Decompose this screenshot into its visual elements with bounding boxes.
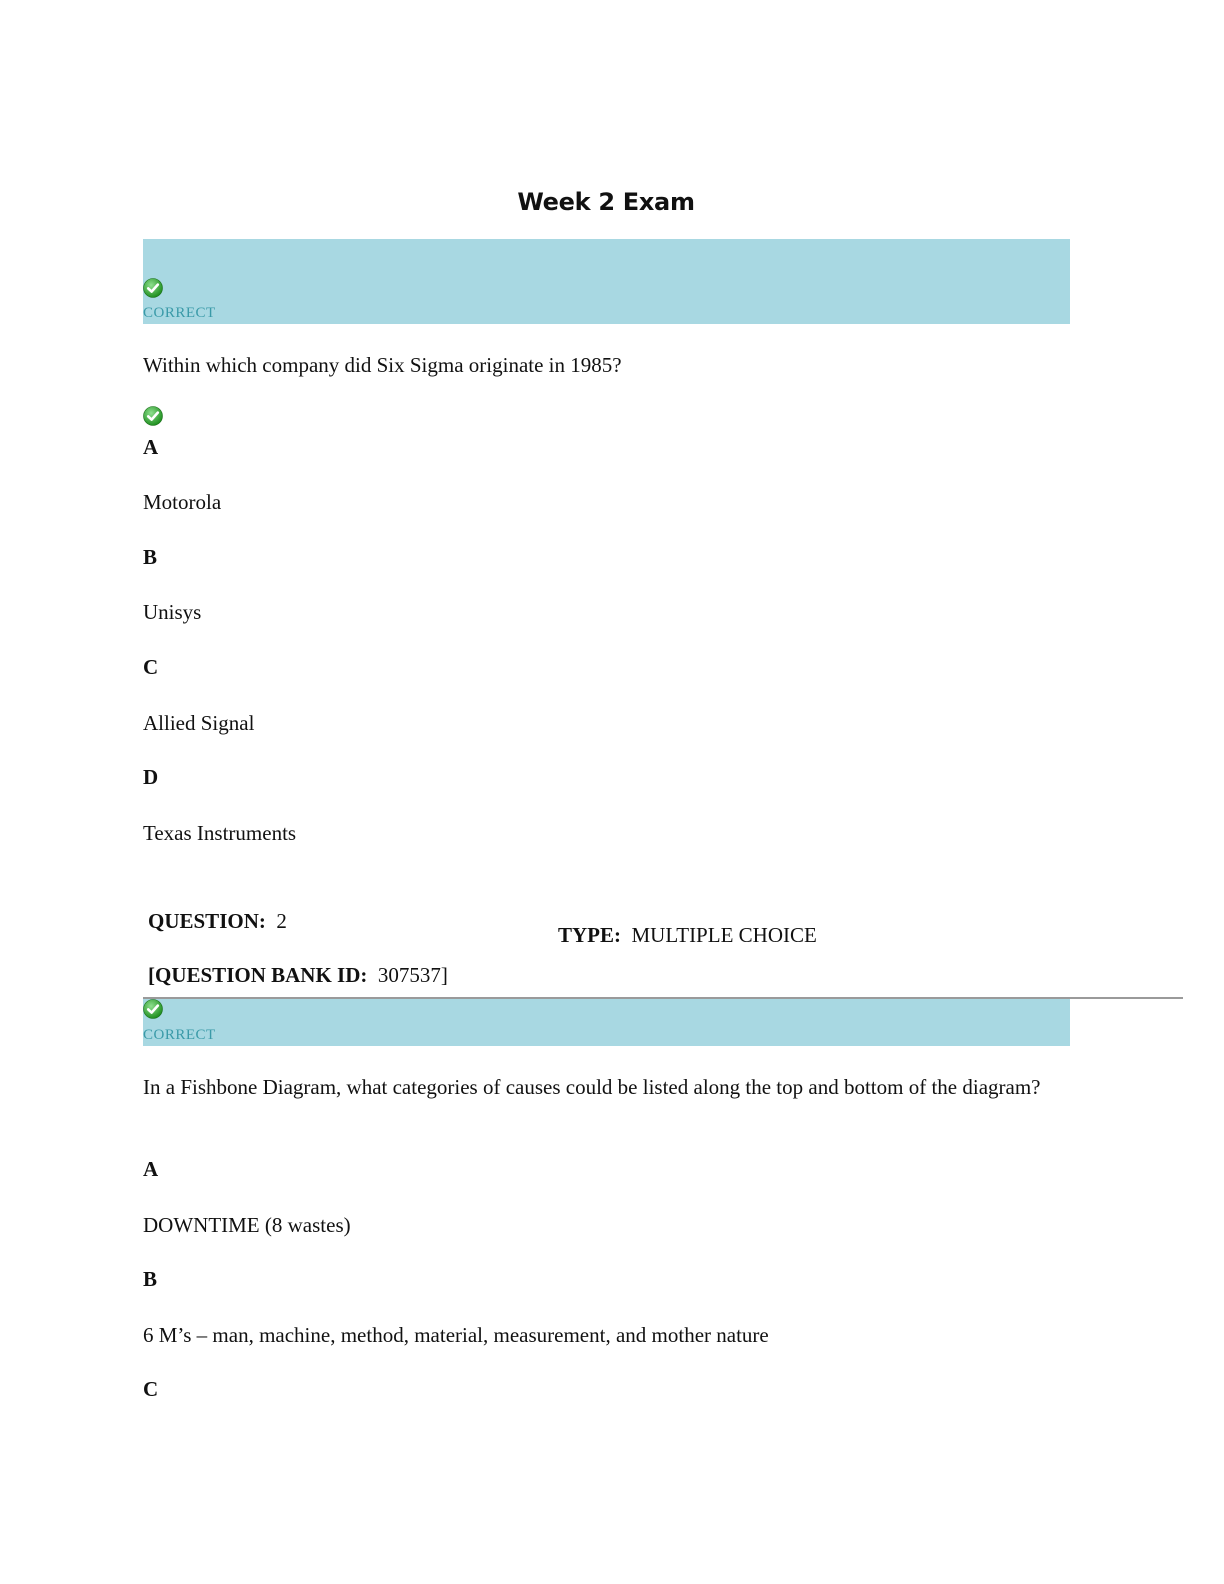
q1-status-label: CORRECT	[143, 305, 216, 321]
q1-option-text[interactable]: Motorola	[143, 490, 222, 514]
q1-option-letter: A	[143, 435, 159, 459]
q2-option-letter: B	[143, 1267, 158, 1291]
q1-option-letter: B	[143, 545, 158, 569]
q2-option-letter: A	[143, 1157, 159, 1181]
check-circle-icon	[143, 278, 163, 298]
q1-status-banner	[143, 239, 1070, 324]
check-circle-icon	[143, 999, 163, 1019]
q2-option-text[interactable]: 6 M’s – man, machine, method, material, measurement, and mother nature	[143, 1323, 769, 1347]
q2-prompt: In a Fishbone Diagram, what categories of causes could be listed along the top and bottom of the diagram?	[143, 1075, 1041, 1099]
q2-type-value: MULTIPLE CHOICE	[631, 923, 817, 947]
q2-bank-value: 307537]	[377, 963, 448, 987]
q2-question-type	[558, 923, 817, 948]
q2-status-label: CORRECT	[143, 1027, 216, 1043]
q2-question-number	[148, 909, 287, 934]
check-circle-icon	[143, 406, 163, 426]
q2-bank-prefix: [	[148, 963, 155, 987]
q2-question-value: 2	[276, 909, 287, 933]
q2-type-label: TYPE:	[558, 923, 621, 947]
q2-option-letter: C	[143, 1377, 159, 1401]
q2-option-text[interactable]: DOWNTIME (8 wastes)	[143, 1213, 351, 1237]
q1-prompt: Within which company did Six Sigma originate in 1985?	[143, 353, 622, 377]
q2-status-banner	[143, 999, 1070, 1046]
q1-option-text[interactable]: Allied Signal	[143, 711, 255, 735]
q1-option-text[interactable]: Unisys	[143, 600, 202, 624]
page-title: Week 2 Exam	[517, 188, 695, 216]
q2-bank-label: QUESTION BANK ID:	[155, 963, 368, 987]
q2-bank-id	[148, 963, 448, 988]
q1-option-letter: D	[143, 765, 159, 789]
q2-question-label: QUESTION:	[148, 909, 266, 933]
q1-option-text[interactable]: Texas Instruments	[143, 821, 297, 845]
q1-option-letter: C	[143, 655, 159, 679]
